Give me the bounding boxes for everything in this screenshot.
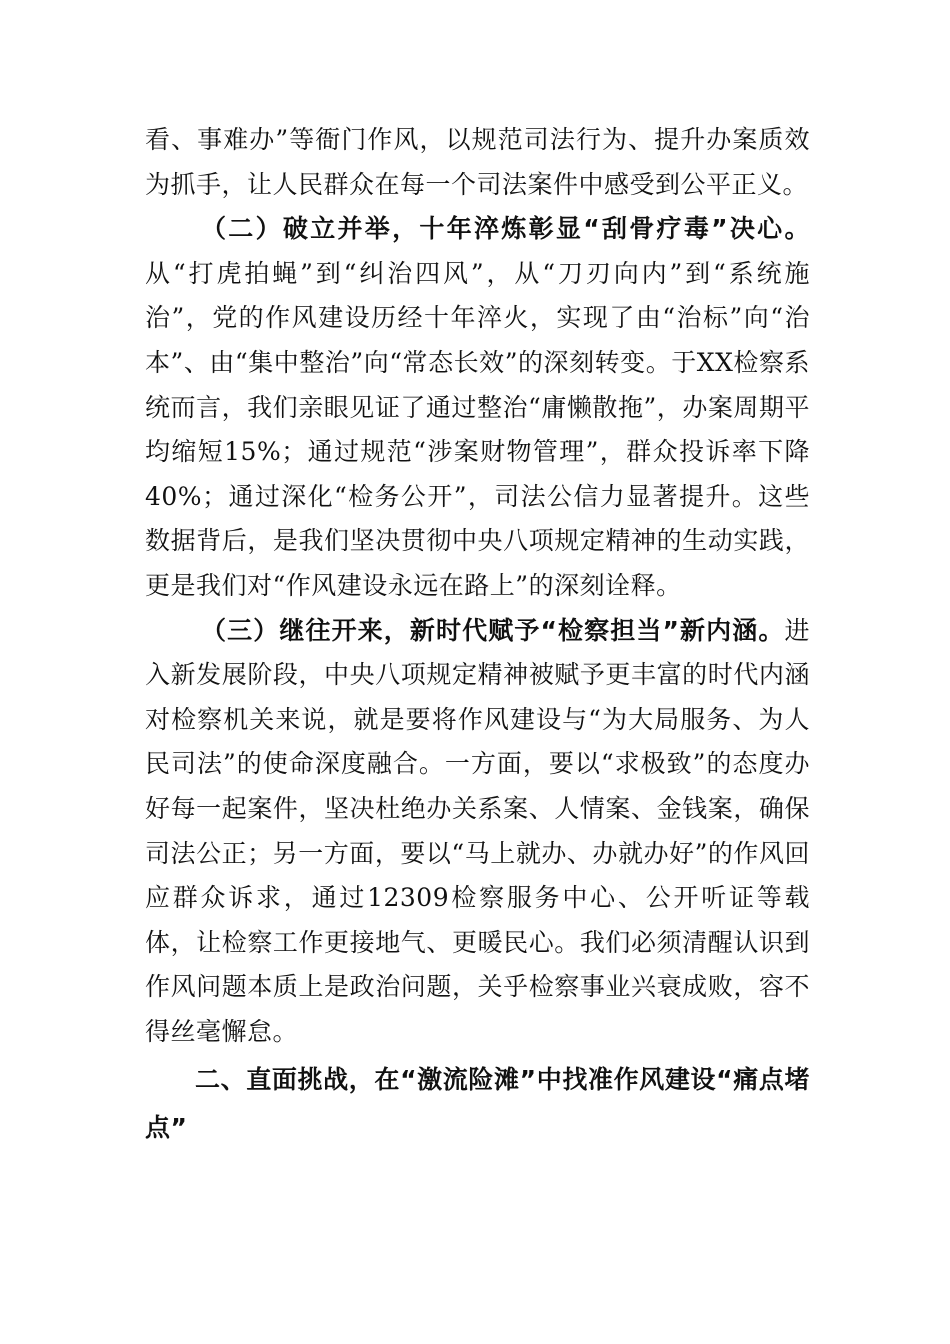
subsection-three-body: 进入新发展阶段，中央八项规定精神被赋予更丰富的时代内涵对检察机关来说，就是要将作风建设与“为大局服务、为人民司法”的使命深度融合。一方面，要以“求极致”的态度办好每一起案件，坚决杜绝办关系案、人情案、金钱案，确保司法公正；另一方面，要以“马上就办、办就办好”的作风回应群众诉求，通过12309检察服务中心、公开听证等载体，让检察工作更接地气、更暖民心。我们必须清醒认识到作风问题本质上是政治问题，关乎检察事业兴衰成败，容不得丝毫懈怠。 — [145, 615, 810, 1046]
subsection-two-paragraph — [145, 207, 810, 608]
subsection-two-body: 从“打虎拍蝇”到“纠治四风”，从“刀刃向内”到“系统施治”，党的作风建设历经十年淬火，实现了由“治标”向“治本”、由“集中整治”向“常态长效”的深刻转变。于XX检察系统而言，我们亲眼见证了通过整治“庸懒散拖”，办案周期平均缩短15%；通过规范“涉案财物管理”，群众投诉率下降40%；通过深化“检务公开”，司法公信力显著提升。这些数据背后，是我们坚决贯彻中央八项规定精神的生动实践，更是我们对“作风建设永远在路上”的深刻诠释。 — [145, 258, 810, 600]
document-page — [145, 118, 810, 1152]
subsection-two-lead: （二）破立并举，十年淬炼彰显“刮骨疗毒”决心。 — [201, 214, 810, 244]
subsection-three-paragraph — [145, 609, 810, 1055]
section-two-heading: 二、直面挑战，在“激流险滩”中找准作风建设“痛点堵点” — [145, 1065, 810, 1143]
continuation-paragraph: 看、事难办”等衙门作风，以规范司法行为、提升办案质效为抓手，让人民群众在每一个司法案件中感受到公平正义。 — [145, 125, 810, 199]
subsection-three-lead: （三）继往开来，新时代赋予“检察担当”新内涵。 — [201, 615, 785, 645]
